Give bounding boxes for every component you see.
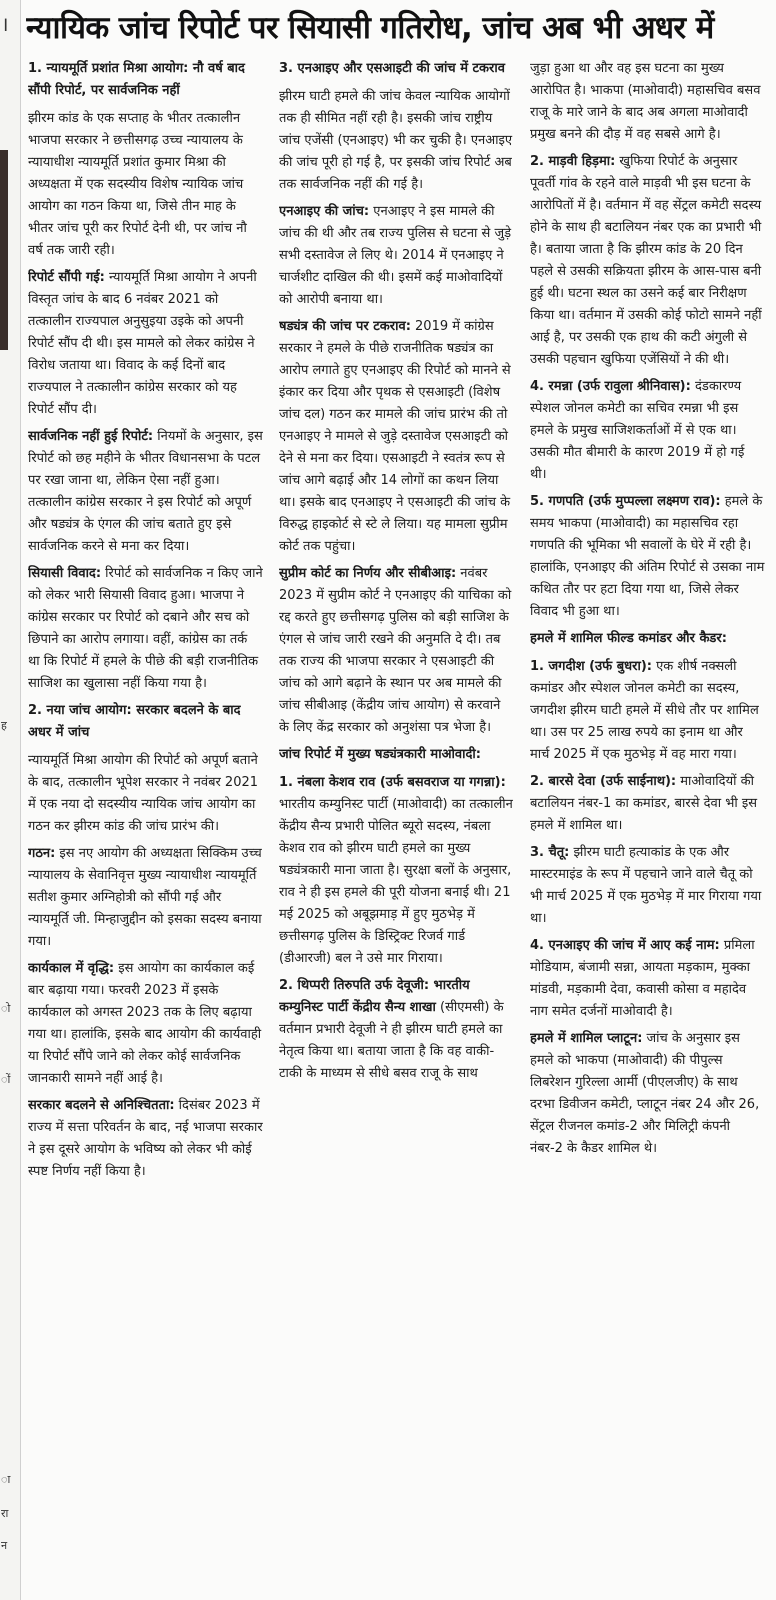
edge-char: ह bbox=[1, 719, 7, 732]
paragraph-lead: 4. रमन्ना (उर्फ रावुला श्रीनिवास): bbox=[530, 379, 691, 394]
paragraph-lead: 1. नंबला केशव राव (उर्फ बसवराज या गगन्ना): bbox=[279, 775, 506, 790]
paragraph bbox=[279, 563, 514, 739]
paragraph bbox=[28, 750, 263, 838]
paragraph-text: जुड़ा हुआ था और वह इस घटना का मुख्य आरोपित है। भाकपा (माओवादी) महासचिव बसव राजू के मारे जाने के बाद अब अगला माओवादी प्रमुख बनने की दौड़ में वह सबसे आगे है। bbox=[530, 61, 761, 142]
paragraph-text: न्यायमूर्ति मिश्रा आयोग की रिपोर्ट को अपूर्ण बताने के बाद, तत्कालीन भूपेश सरकार ने नवंबर 2021 में एक नया दो सदस्यीय न्यायिक जांच आयोग का गठन कर झीरम कांड की जांच प्रारंभ की। bbox=[28, 753, 259, 834]
edge-char: ों bbox=[1, 1073, 11, 1086]
paragraph-text: एनआइए ने इस मामले की जांच की थी और तब राज्य पुलिस से घटना से जुड़े सभी दस्तावेज ले लिए थे। 2014 में एनआइए ने चार्जशीट दाखिल की थी। इसमें कई माओवादियों को आरोपी बनाया था। bbox=[279, 204, 512, 307]
paragraph bbox=[530, 771, 765, 837]
paragraph-lead: एनआइए की जांच: bbox=[279, 204, 370, 219]
paragraph-text: प्रमिला मोडियाम, बंजामी सन्ना, आयता मड़काम, मुक्का मांडवी, मड़कामी देवा, कवासी कोसा व महादेव नाग समेत दर्जनों माओवादी है। bbox=[530, 938, 755, 1019]
paragraph-text: इस नए आयोग की अध्यक्षता सिक्किम उच्च न्यायालय के सेवानिवृत्त मुख्य न्यायाधीश न्यायमूर्ति सतीश कुमार अग्निहोत्री को सौंपी गई और न्यायमूर्ति जी. मिन्हाजुद्दीन को इसका सदस्य बनाया गया। bbox=[28, 846, 262, 949]
paragraph-text: हमले के समय भाकपा (माओवादी) का महासचिव रहा गणपति की भूमिका भी सवालों के घेरे में रही है। हालांकि, एनआइए की अंतिम रिपोर्ट से उसका नाम कथित तौर पर हटा दिया गया था, जिसे लेकर विवाद भी हुआ था। bbox=[530, 494, 765, 619]
paragraph-lead: कार्यकाल में वृद्धि: bbox=[28, 961, 115, 976]
section-heading: हमले में शामिल फील्ड कमांडर और कैडर: bbox=[530, 631, 727, 646]
paragraph-text: (सीएमसी) के वर्तमान प्रभारी देवूजी ने ही झीरम घाटी हमले का नेतृत्व किया था। बताया जाता है कि वह वाकी-टाकी के माध्यम से सीधे बसव राजू के साथ bbox=[279, 1000, 504, 1081]
paragraph-lead: सियासी विवाद: bbox=[28, 566, 102, 581]
paragraph-text: झीरम कांड के एक सप्ताह के भीतर तत्कालीन भाजपा सरकार ने छत्तीसगढ़ उच्च न्यायालय के न्यायाधीश न्यायमूर्ति प्रशांत कुमार मिश्रा की अध्यक्षता में एक सदस्यीय विशेष न्यायिक जांच आयोग का गठन किया था, जिसे तीन माह के भीतर जांच पूरी कर रिपोर्ट देनी थी, पर जांच नौ वर्ष तक जारी रही। bbox=[28, 111, 247, 258]
article-headline: न्यायिक जांच रिपोर्ट पर सियासी गतिरोध, जांच अब भी अधर में bbox=[26, 10, 714, 46]
paragraph bbox=[530, 842, 765, 930]
paragraph bbox=[530, 935, 765, 1023]
paragraph-lead: सुप्रीम कोर्ट का निर्णय और सीबीआइ: bbox=[279, 566, 457, 581]
paragraph-lead: सार्वजनिक नहीं हुई रिपोर्ट: bbox=[28, 429, 154, 444]
section-heading: 2. नया जांच आयोग: सरकार बदलने के बाद अधर में जांच bbox=[28, 703, 241, 740]
paragraph bbox=[28, 958, 263, 1090]
paragraph-lead: रिपोर्ट सौंपी गई: bbox=[28, 270, 105, 285]
article-column-1 bbox=[28, 58, 263, 1596]
paragraph bbox=[279, 86, 514, 196]
paragraph-lead: गठन: bbox=[28, 846, 56, 861]
paragraph bbox=[279, 316, 514, 558]
paragraph-lead: 3. चैतू: bbox=[530, 845, 570, 860]
paragraph-text: न्यायमूर्ति मिश्रा आयोग ने अपनी विस्तृत जांच के बाद 6 नवंबर 2021 को तत्कालीन राज्यपाल अनुसुइया उइके को अपनी रिपोर्ट सौंप दी थी। इस मामले को लेकर कांग्रेस ने विरोध जताया था। विवाद के कई दिनों बाद राज्यपाल ने तत्कालीन कांग्रेस सरकार को यह रिपोर्ट सौंप दी। bbox=[28, 270, 257, 417]
article-column-3 bbox=[530, 58, 765, 1596]
paragraph bbox=[530, 1028, 765, 1160]
adjacent-page-photo-edge bbox=[0, 150, 8, 350]
paragraph-text: जांच के अनुसार इस हमले को भाकपा (माओवादी) की पीपुल्स लिबरेशन गुरिल्ला आर्मी (पीएलजीए) के साथ दरभा डिवीजन कमेटी, प्लाटून नंबर 24 और 26, सेंट्रल रीजनल कमांड-2 और मिलिट्री कंपनी नंबर-2 के कैडर शामिल थे। bbox=[530, 1031, 760, 1156]
paragraph-text: माओवादियों की बटालियन नंबर-1 का कमांडर, बारसे देवा भी इस हमले में शामिल था। bbox=[530, 774, 758, 833]
paragraph bbox=[28, 843, 263, 953]
paragraph bbox=[279, 975, 514, 1085]
paragraph bbox=[28, 108, 263, 262]
paragraph-text: एक शीर्ष नक्सली कमांडर और स्पेशल जोनल कमेटी का सदस्य, जगदीश झीरम घाटी हमले में सीधे तौर पर शामिल था। उस पर 25 लाख रुपये का इनाम था और मार्च 2025 में एक मुठभेड़ में वह मारा गया। bbox=[530, 659, 759, 762]
paragraph-lead: 2. माड़वी हिड़मा: bbox=[530, 154, 616, 169]
paragraph-lead: 4. एनआइए की जांच में आए कई नाम: bbox=[530, 938, 720, 953]
paragraph bbox=[279, 772, 514, 970]
section-heading: 1. न्यायमूर्ति प्रशांत मिश्रा आयोग: नौ वर्ष बाद सौंपी रिपोर्ट, पर सार्वजनिक नहीं bbox=[28, 61, 245, 98]
paragraph-text: दंडकारण्य स्पेशल जोनल कमेटी का सचिव रमन्ना भी इस हमले के प्रमुख साजिशकर्ताओं में से एक था। उसकी मौत बीमारी के कारण 2019 में हो गई थी। bbox=[530, 379, 745, 482]
paragraph-text: रिपोर्ट को सार्वजनिक न किए जाने को लेकर भारी सियासी विवाद हुआ। भाजपा ने कांग्रेस सरकार पर रिपोर्ट को दबाने और सच को छिपाने का आरोप लगाया। वहीं, कांग्रेस का तर्क था कि रिपोर्ट में हमले के पीछे की बड़ी राजनीतिक साजिश का खुलासा नहीं किया गया है। bbox=[28, 566, 263, 691]
paragraph-text: खुफिया रिपोर्ट के अनुसार पूवर्ती गांव के रहने वाले माड़वी भी इस घटना के आरोपितों में है। वर्तमान में वह सेंट्रल कमेटी सदस्य होने के साथ ही बटालियन नंबर एक का प्रभारी भी है। बताया जाता है कि झीरम कांड के 20 दिन पहले से उसकी सक्रियता झीरम के आस-पास बनी हुई थी। घटना स्थल का उसने कई बार निरीक्षण किया था। वर्तमान में उसकी कोई फोटो सामने नहीं आई है, पर उसकी एक हाथ की कटी अंगुली से उसकी पहचान खुफिया एजेंसियों ने की थी। bbox=[530, 154, 762, 367]
paragraph-text: दिसंबर 2023 में राज्य में सत्ता परिवर्तन के बाद, नई भाजपा सरकार ने इस दूसरे आयोग के भविष्य को लेकर भी कोई स्पष्ट निर्णय नहीं किया है। bbox=[28, 1098, 263, 1179]
paragraph-lead: 1. जगदीश (उर्फ बुधरा): bbox=[530, 659, 652, 674]
article-column-2 bbox=[279, 58, 514, 1596]
paragraph-text: नवंबर 2023 में सुप्रीम कोर्ट ने एनआइए की याचिका को रद्द करते हुए छत्तीसगढ़ पुलिस को बड़ी साजिश के एंगल से जांच जारी रखने की अनुमति दे दी। तब तक राज्य की भाजपा सरकार ने एसआइटी की जांच को आगे बढ़ाने के स्थान पर अब मामले की जांच सीबीआइ (केंद्रीय जांच आयोग) से करवाने के लिए केंद्र सरकार को अनुशंसा पत्र भेजा है। bbox=[279, 566, 512, 735]
edge-char: रा bbox=[1, 1507, 9, 1520]
paragraph-lead: 2. थिप्परी तिरुपति उर्फ देवूजी: भारतीय कम्युनिस्ट पार्टी केंद्रीय सैन्य शाखा bbox=[279, 978, 470, 1015]
paragraph-lead: सरकार बदलने से अनिश्चितता: bbox=[28, 1098, 175, 1113]
paragraph-text: झीरम घाटी हत्याकांड के एक और मास्टरमाइंड के रूप में पहचाने जाने वाले चैतू को भी मार्च 2025 में एक मुठभेड़ में मार गिराया गया था। bbox=[530, 845, 762, 926]
paragraph-text: 2019 में कांग्रेस सरकार ने हमले के पीछे राजनीतिक षड्यंत्र का आरोप लगाते हुए एनआइए की रिपोर्ट को मानने से इंकार कर दिया और पृथक से एसआइटी (विशेष जांच दल) गठन कर मामले की जांच प्रारंभ की तो एनआइए ने मामले से जुड़े दस्तावेज एसआइटी को देने से मना कर दिया। एसआइटी ने स्वतंत्र रूप से जांच आगे बढ़ाई और 14 लोगों का कथन लिया था। इसके बाद एनआइए ने एसआइटी की जांच के विरुद्ध हाइकोर्ट से स्टे ले लिया। यह मामला सुप्रीम कोर्ट तक पहुंचा। bbox=[279, 319, 511, 554]
paragraph bbox=[530, 656, 765, 766]
edge-char: न bbox=[1, 1539, 8, 1552]
paragraph bbox=[28, 563, 263, 695]
paragraph bbox=[28, 1095, 263, 1183]
edge-char: ो bbox=[1, 1002, 11, 1015]
paragraph-text: झीरम घाटी हमले की जांच केवल न्यायिक आयोगों तक ही सीमित नहीं रही है। इसकी जांच राष्ट्रीय जांच एजेंसी (एनआइए) भी कर चुकी है। एनआइए की जांच पूरी हो गई है, पर इसकी जांच रिपोर्ट अब तक सार्वजनिक नहीं की गई है। bbox=[279, 89, 513, 192]
paragraph bbox=[530, 151, 765, 371]
edge-mark: । bbox=[1, 12, 9, 36]
paragraph-text: नियमों के अनुसार, इस रिपोर्ट को छह महीने के भीतर विधानसभा के पटल पर रखा जाना था, लेकिन ऐसा नहीं हुआ। तत्कालीन कांग्रेस सरकार ने इस रिपोर्ट को अपूर्ण और षड्यंत्र के एंगल की जांच बताते हुए इसे सार्वजनिक करने से मना कर दिया। bbox=[28, 429, 263, 554]
paragraph-lead: षड्यंत्र की जांच पर टकराव: bbox=[279, 319, 411, 334]
paragraph bbox=[28, 426, 263, 558]
adjacent-page-edge bbox=[0, 0, 21, 1600]
paragraph bbox=[530, 58, 765, 146]
article-body bbox=[28, 58, 772, 1596]
paragraph-text: भारतीय कम्युनिस्ट पार्टी (माओवादी) का तत्कालीन केंद्रीय सैन्य प्रभारी पोलित ब्यूरो सदस्य, नंबला केशव राव को झीरम घाटी हमले का मुख्य षड्यंत्रकारी माना जाता है। सुरक्षा बलों के अनुसार, राव ने ही इस हमले की पूरी योजना बनाई थी। 21 मई 2025 को अबूझमाड़ में हुए मुठभेड़ में छत्तीसगढ़ पुलिस के डिस्ट्रिक्ट रिजर्व गार्ड (डीआरजी) बल ने उसे मार गिराया। bbox=[279, 797, 513, 966]
paragraph bbox=[279, 201, 514, 311]
section-heading: जांच रिपोर्ट में मुख्य षड्यंत्रकारी माओवादी: bbox=[279, 747, 481, 762]
section-heading: 3. एनआइए और एसआइटी की जांच में टकराव bbox=[279, 61, 505, 76]
paragraph-lead: हमले में शामिल प्लाटून: bbox=[530, 1031, 643, 1046]
edge-char: ा bbox=[1, 1473, 11, 1486]
paragraph bbox=[530, 491, 765, 623]
paragraph-lead: 2. बारसे देवा (उर्फ साईनाथ): bbox=[530, 774, 677, 789]
paragraph-text: इस आयोग का कार्यकाल कई बार बढ़ाया गया। फरवरी 2023 में इसके कार्यकाल को अगस्त 2023 तक के लिए बढ़ाया गया था। हालांकि, इसके बाद आयोग की कार्यवाही या रिपोर्ट सौंपे जाने को लेकर कोई सार्वजनिक जानकारी सामने नहीं आई है। bbox=[28, 961, 262, 1086]
paragraph bbox=[530, 376, 765, 486]
paragraph-lead: 5. गणपति (उर्फ मुप्पल्ला लक्ष्मण राव): bbox=[530, 494, 721, 509]
paragraph bbox=[28, 267, 263, 421]
